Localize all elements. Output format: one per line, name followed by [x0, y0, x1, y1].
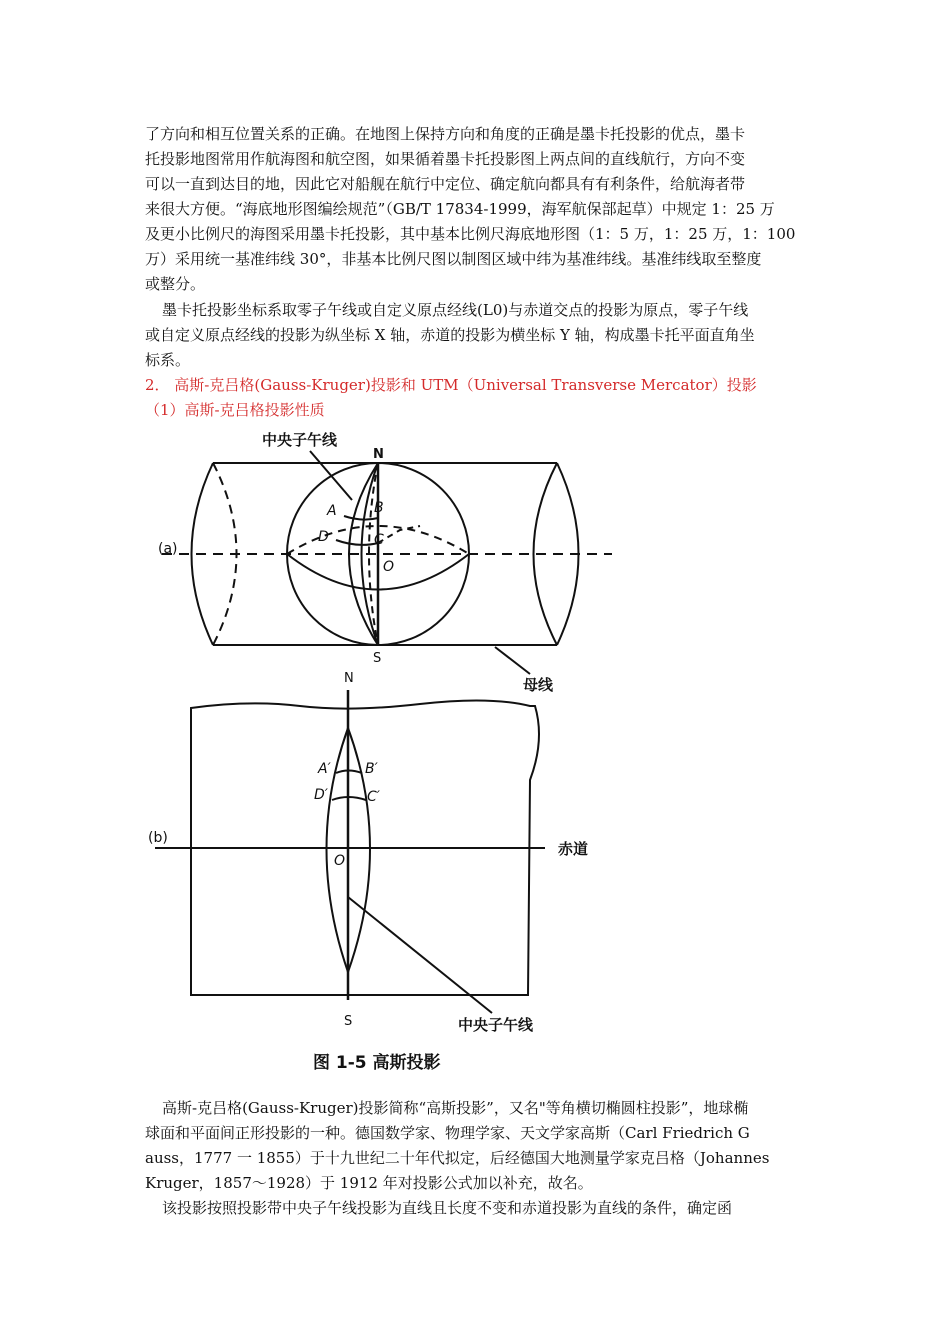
- label-point-c-prime: C′: [367, 789, 380, 805]
- text-line: 及更小比例尺的海图采用墨卡托投影，其中基本比例尺海底地形图（1：5 万，1：25 万，1：100: [145, 225, 796, 243]
- gauss-projection-figure: [0, 420, 950, 1100]
- label-point-b-prime: B′: [365, 761, 378, 777]
- text-line: 或整分。: [145, 275, 206, 293]
- label-generatrix: 母线: [523, 676, 554, 694]
- text-line: 该投影按照投影带中央子午线投影为直线且长度不变和赤道投影为直线的条件，确定函: [162, 1199, 733, 1217]
- label-north-a: N: [373, 447, 384, 462]
- text-line: auss，1777 一 1855）于十九世纪二十年代拟定，后经德国大地测量学家克吕格（Johannes: [145, 1149, 770, 1167]
- paragraph-gauss-kruger-intro: [145, 1096, 807, 1196]
- subsection-heading: （1）高斯-克吕格投影性质: [145, 401, 325, 419]
- label-north-b: N: [344, 671, 354, 686]
- generatrix-leader: [495, 647, 530, 674]
- label-central-meridian-a: 中央子午线: [262, 431, 338, 449]
- text-line: 了方向和相互位置关系的正确。在地图上保持方向和角度的正确是墨卡托投影的优点，墨卡: [145, 125, 746, 143]
- label-panel-a: (a): [158, 541, 178, 557]
- text-line: 墨卡托投影坐标系取零子午线或自定义原点经线(L0)与赤道交点的投影为原点，零子午线: [162, 301, 749, 319]
- text-line: 万）采用统一基准纬线 30°，非基本比例尺图以制图区域中纬为基准纬线。基准纬线取至整度: [145, 250, 762, 268]
- paragraph-mercator-properties: [145, 122, 807, 297]
- label-central-meridian-b: 中央子午线: [458, 1016, 534, 1034]
- text-line: 托投影地图常用作航海图和航空图，如果循着墨卡托投影图上两点间的直线航行，方向不变: [145, 150, 746, 168]
- central-meridian-leader: [310, 451, 352, 500]
- text-line: 球面和平面间正形投影的一种。德国数学家、物理学家、天文学家高斯（Carl Friedrich G: [145, 1124, 750, 1142]
- label-equator: 赤道: [558, 840, 589, 858]
- parallel-dc-hidden: [378, 526, 420, 543]
- text-line: 标系。: [145, 351, 191, 369]
- text-line: 或自定义原点经线的投影为纵坐标 X 轴，赤道的投影为横坐标 Y 轴，构成墨卡托平面直角坐: [145, 326, 755, 344]
- text-line: Kruger，1857～1928）于 1912 年对投影公式加以补充，故名。: [145, 1174, 593, 1192]
- label-point-b: B: [374, 500, 384, 516]
- label-south-b: S: [344, 1014, 353, 1029]
- parallel-dc: [336, 540, 378, 545]
- label-point-d-prime: D′: [314, 787, 328, 803]
- label-origin-a: O: [383, 559, 395, 575]
- label-south-a: S: [373, 651, 382, 666]
- paragraph-projection-conditions: [145, 1196, 807, 1221]
- text-line: 高斯-克吕格(Gauss-Kruger)投影简称“高斯投影”，又名"等角横切椭圆柱投影”，地球椭: [162, 1099, 749, 1117]
- section-heading: 2． 高斯-克吕格(Gauss-Kruger)投影和 UTM（Universal Transverse Mercator）投影: [145, 376, 757, 394]
- label-panel-b: (b): [148, 830, 168, 846]
- label-point-a: A: [327, 503, 337, 519]
- label-point-c: C: [374, 532, 384, 548]
- text-line: 来很大方便。“海底地形图编绘规范”（GB/T 17834-1999，海军航保部起草）中规定 1：25 万: [145, 200, 775, 218]
- label-point-d: D: [318, 529, 329, 545]
- figure-caption: 图 1-5 高斯投影: [313, 1053, 441, 1073]
- text-line: 可以一直到达目的地，因此它对船舰在航行中定位、确定航向都具有有利条件，给航海者带: [145, 175, 746, 193]
- label-origin-b: O: [334, 853, 346, 869]
- label-point-a-prime: A′: [318, 761, 331, 777]
- paragraph-mercator-coordinate-system: [145, 298, 807, 373]
- parallel-ab: [344, 516, 378, 520]
